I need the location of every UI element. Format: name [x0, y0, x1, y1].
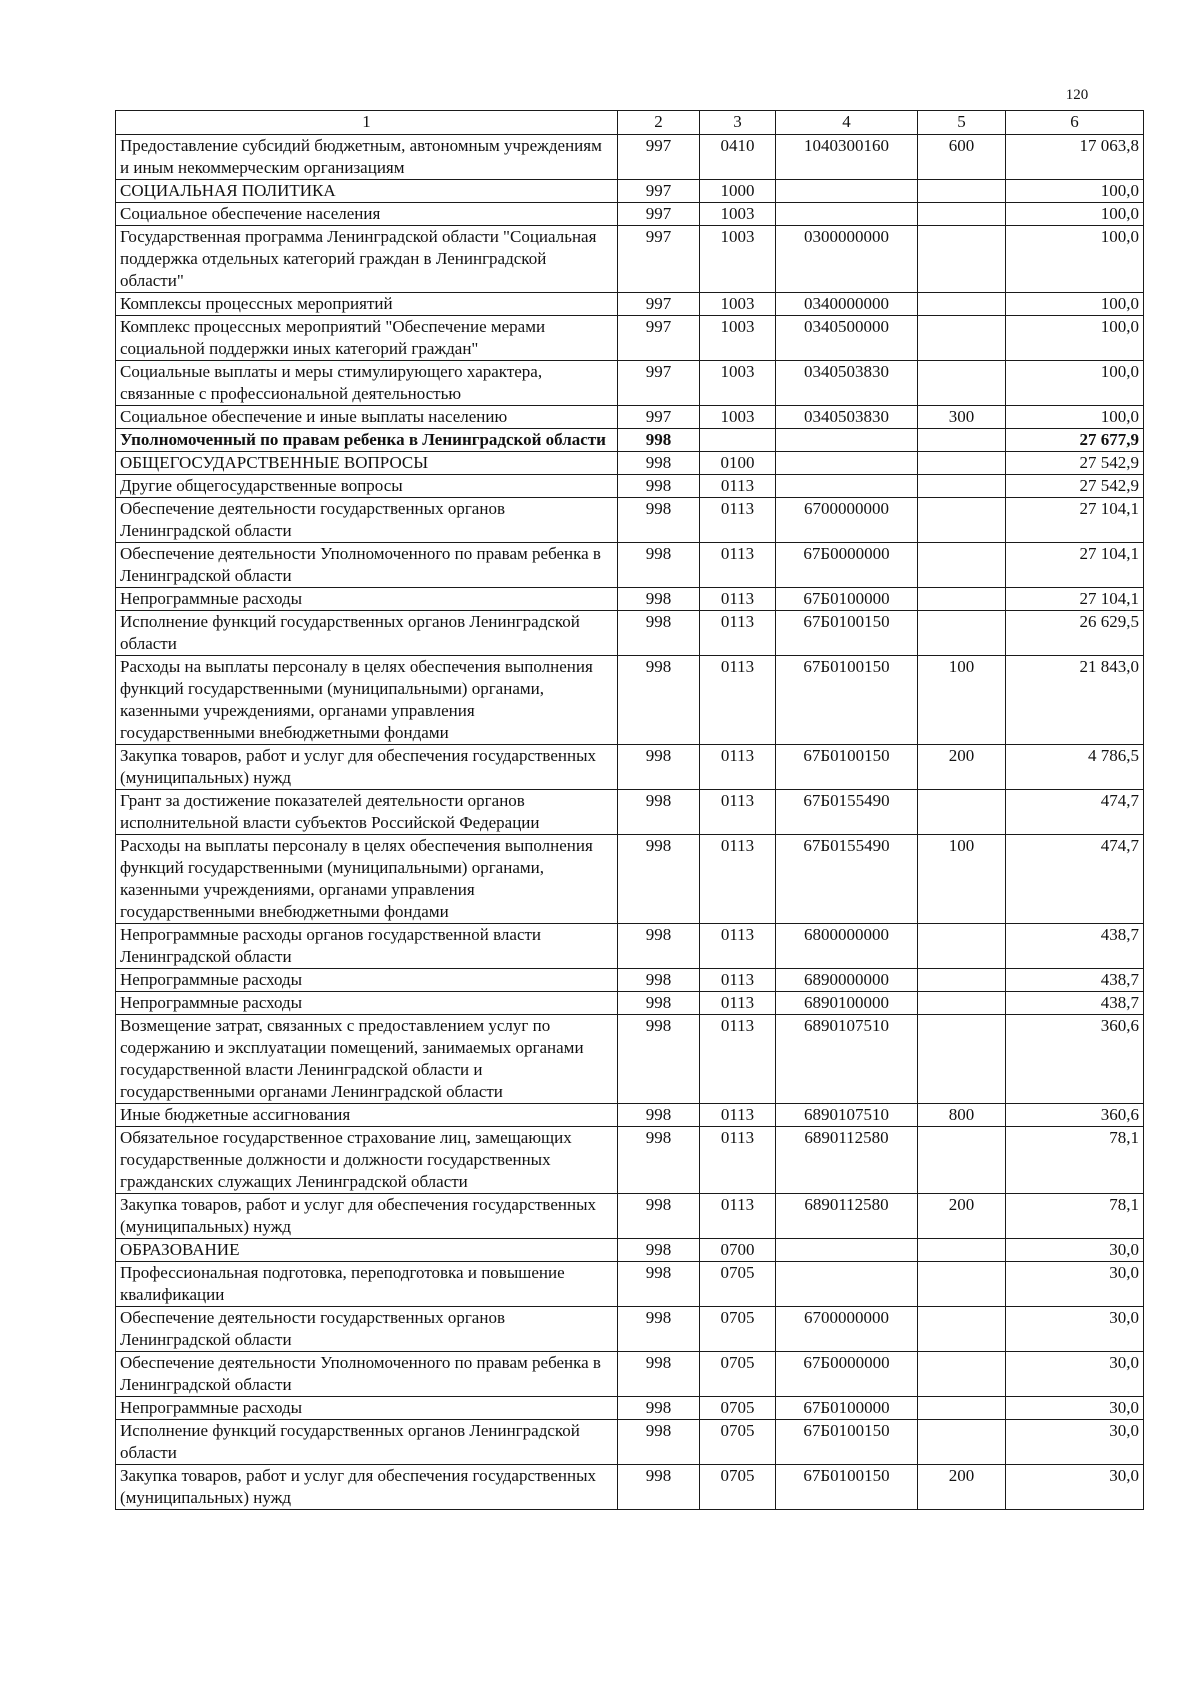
- table-row: [116, 1465, 1144, 1510]
- row-name-cell: Непрограммные расходы: [116, 1397, 618, 1420]
- row-name-cell: Обеспечение деятельности Уполномоченного по правам ребенка в Ленинградской области: [116, 543, 618, 588]
- row-section-cell: 0705: [700, 1262, 776, 1307]
- row-section-cell: 0705: [700, 1397, 776, 1420]
- row-name-cell: Закупка товаров, работ и услуг для обеспечения государственных (муниципальных) нужд: [116, 745, 618, 790]
- row-vr-cell: [918, 1307, 1006, 1352]
- row-gr-cell: 998: [618, 543, 700, 588]
- row-target-cell: 67Б0000000: [776, 543, 918, 588]
- row-name-cell: ОБРАЗОВАНИЕ: [116, 1239, 618, 1262]
- row-target-cell: 6890107510: [776, 1104, 918, 1127]
- row-name-cell: Другие общегосударственные вопросы: [116, 475, 618, 498]
- row-section-cell: 0113: [700, 992, 776, 1015]
- row-amount-cell: 100,0: [1006, 406, 1144, 429]
- row-name-cell: Закупка товаров, работ и услуг для обеспечения государственных (муниципальных) нужд: [116, 1194, 618, 1239]
- row-target-cell: [776, 180, 918, 203]
- row-section-cell: 0113: [700, 1194, 776, 1239]
- table-body: [116, 135, 1144, 1510]
- row-section-cell: 0113: [700, 969, 776, 992]
- row-vr-cell: [918, 1239, 1006, 1262]
- row-name-cell: Иные бюджетные ассигнования: [116, 1104, 618, 1127]
- row-target-cell: 67Б0000000: [776, 1352, 918, 1397]
- row-vr-cell: [918, 180, 1006, 203]
- row-vr-cell: 200: [918, 745, 1006, 790]
- row-amount-cell: 78,1: [1006, 1127, 1144, 1194]
- row-amount-cell: 474,7: [1006, 790, 1144, 835]
- row-gr-cell: 997: [618, 316, 700, 361]
- row-amount-cell: 30,0: [1006, 1465, 1144, 1510]
- row-target-cell: [776, 1239, 918, 1262]
- row-section-cell: 1003: [700, 203, 776, 226]
- table-row: [116, 835, 1144, 924]
- table-row: [116, 293, 1144, 316]
- row-vr-cell: 200: [918, 1194, 1006, 1239]
- row-vr-cell: [918, 1397, 1006, 1420]
- row-amount-cell: 100,0: [1006, 180, 1144, 203]
- row-vr-cell: [918, 1015, 1006, 1104]
- row-target-cell: 67Б0100150: [776, 1420, 918, 1465]
- column-header-1: 1: [116, 111, 618, 135]
- row-target-cell: 6890000000: [776, 969, 918, 992]
- table-row: [116, 1239, 1144, 1262]
- row-section-cell: 0100: [700, 452, 776, 475]
- row-gr-cell: 998: [618, 1307, 700, 1352]
- row-vr-cell: [918, 475, 1006, 498]
- row-section-cell: 0705: [700, 1307, 776, 1352]
- row-name-cell: Социальное обеспечение населения: [116, 203, 618, 226]
- table-row: [116, 1307, 1144, 1352]
- table-row: [116, 745, 1144, 790]
- table-header: [116, 111, 1144, 135]
- row-amount-cell: 100,0: [1006, 203, 1144, 226]
- row-vr-cell: [918, 429, 1006, 452]
- row-vr-cell: [918, 969, 1006, 992]
- row-target-cell: 0340500000: [776, 316, 918, 361]
- row-name-cell: Грант за достижение показателей деятельности органов исполнительной власти субъектов Российской Федерации: [116, 790, 618, 835]
- row-name-cell: Обеспечение деятельности Уполномоченного по правам ребенка в Ленинградской области: [116, 1352, 618, 1397]
- budget-table: [115, 110, 1144, 1510]
- row-amount-cell: 27 542,9: [1006, 475, 1144, 498]
- row-vr-cell: [918, 1262, 1006, 1307]
- row-amount-cell: 100,0: [1006, 293, 1144, 316]
- row-target-cell: 6890100000: [776, 992, 918, 1015]
- row-vr-cell: [918, 452, 1006, 475]
- row-target-cell: [776, 475, 918, 498]
- row-section-cell: 0113: [700, 611, 776, 656]
- row-section-cell: [700, 429, 776, 452]
- row-section-cell: 0113: [700, 790, 776, 835]
- row-gr-cell: 998: [618, 1397, 700, 1420]
- table-row: [116, 135, 1144, 180]
- row-amount-cell: 27 542,9: [1006, 452, 1144, 475]
- table-row: [116, 316, 1144, 361]
- table-row: [116, 475, 1144, 498]
- row-section-cell: 1000: [700, 180, 776, 203]
- row-gr-cell: 998: [618, 429, 700, 452]
- row-target-cell: 6700000000: [776, 1307, 918, 1352]
- row-gr-cell: 998: [618, 611, 700, 656]
- row-amount-cell: 30,0: [1006, 1420, 1144, 1465]
- row-gr-cell: 998: [618, 1262, 700, 1307]
- row-gr-cell: 998: [618, 656, 700, 745]
- row-section-cell: 1003: [700, 361, 776, 406]
- table-row: [116, 543, 1144, 588]
- row-vr-cell: [918, 1127, 1006, 1194]
- row-name-cell: Государственная программа Ленинградской области "Социальная поддержка отдельных категорий граждан в Ленинградской области": [116, 226, 618, 293]
- row-vr-cell: [918, 611, 1006, 656]
- row-amount-cell: 100,0: [1006, 226, 1144, 293]
- row-name-cell: Исполнение функций государственных органов Ленинградской области: [116, 611, 618, 656]
- row-amount-cell: 474,7: [1006, 835, 1144, 924]
- table-row: [116, 498, 1144, 543]
- row-section-cell: 0113: [700, 1015, 776, 1104]
- row-amount-cell: 21 843,0: [1006, 656, 1144, 745]
- row-section-cell: 0113: [700, 835, 776, 924]
- row-amount-cell: 30,0: [1006, 1262, 1144, 1307]
- row-target-cell: [776, 429, 918, 452]
- table-row: [116, 1015, 1144, 1104]
- row-name-cell: Непрограммные расходы: [116, 992, 618, 1015]
- row-gr-cell: 998: [618, 745, 700, 790]
- row-gr-cell: 998: [618, 1015, 700, 1104]
- row-section-cell: 0113: [700, 924, 776, 969]
- page-number: 120: [1065, 87, 1089, 103]
- row-gr-cell: 997: [618, 203, 700, 226]
- row-section-cell: 0705: [700, 1465, 776, 1510]
- row-amount-cell: 27 104,1: [1006, 588, 1144, 611]
- row-amount-cell: 26 629,5: [1006, 611, 1144, 656]
- row-name-cell: ОБЩЕГОСУДАРСТВЕННЫЕ ВОПРОСЫ: [116, 452, 618, 475]
- row-target-cell: 67Б0100000: [776, 588, 918, 611]
- table-row: [116, 1104, 1144, 1127]
- row-vr-cell: [918, 226, 1006, 293]
- row-amount-cell: 438,7: [1006, 992, 1144, 1015]
- table-row: [116, 1127, 1144, 1194]
- row-amount-cell: 438,7: [1006, 969, 1144, 992]
- table-row: [116, 1397, 1144, 1420]
- row-amount-cell: 17 063,8: [1006, 135, 1144, 180]
- row-amount-cell: 78,1: [1006, 1194, 1144, 1239]
- row-gr-cell: 998: [618, 835, 700, 924]
- table-row: [116, 992, 1144, 1015]
- row-vr-cell: [918, 790, 1006, 835]
- row-amount-cell: 27 104,1: [1006, 543, 1144, 588]
- row-name-cell: Комплекс процессных мероприятий "Обеспечение мерами социальной поддержки иных категорий граждан": [116, 316, 618, 361]
- row-name-cell: СОЦИАЛЬНАЯ ПОЛИТИКА: [116, 180, 618, 203]
- table-row: [116, 226, 1144, 293]
- row-gr-cell: 998: [618, 1239, 700, 1262]
- row-vr-cell: [918, 588, 1006, 611]
- table-row: [116, 1420, 1144, 1465]
- table-row: [116, 452, 1144, 475]
- row-target-cell: [776, 1262, 918, 1307]
- row-target-cell: 67Б0100150: [776, 656, 918, 745]
- row-name-cell: Непрограммные расходы органов государственной власти Ленинградской области: [116, 924, 618, 969]
- row-section-cell: 1003: [700, 406, 776, 429]
- row-amount-cell: 30,0: [1006, 1307, 1144, 1352]
- row-amount-cell: 4 786,5: [1006, 745, 1144, 790]
- table-row: [116, 429, 1144, 452]
- row-section-cell: 0113: [700, 475, 776, 498]
- row-section-cell: 0113: [700, 656, 776, 745]
- row-amount-cell: 360,6: [1006, 1015, 1144, 1104]
- row-amount-cell: 27 677,9: [1006, 429, 1144, 452]
- row-amount-cell: 30,0: [1006, 1239, 1144, 1262]
- row-vr-cell: 100: [918, 835, 1006, 924]
- table-row: [116, 361, 1144, 406]
- row-target-cell: 0340000000: [776, 293, 918, 316]
- row-gr-cell: 998: [618, 992, 700, 1015]
- row-amount-cell: 30,0: [1006, 1352, 1144, 1397]
- row-vr-cell: [918, 1352, 1006, 1397]
- row-target-cell: 6700000000: [776, 498, 918, 543]
- row-gr-cell: 997: [618, 361, 700, 406]
- row-amount-cell: 27 104,1: [1006, 498, 1144, 543]
- row-name-cell: Исполнение функций государственных органов Ленинградской области: [116, 1420, 618, 1465]
- table-row: [116, 1352, 1144, 1397]
- row-gr-cell: 998: [618, 969, 700, 992]
- column-header-6: 6: [1006, 111, 1144, 135]
- row-section-cell: 0113: [700, 588, 776, 611]
- row-name-cell: Непрограммные расходы: [116, 969, 618, 992]
- table-row: [116, 969, 1144, 992]
- row-section-cell: 0700: [700, 1239, 776, 1262]
- row-gr-cell: 998: [618, 1352, 700, 1397]
- row-target-cell: 6890112580: [776, 1127, 918, 1194]
- row-amount-cell: 438,7: [1006, 924, 1144, 969]
- row-vr-cell: 600: [918, 135, 1006, 180]
- row-target-cell: 67Б0100150: [776, 611, 918, 656]
- row-section-cell: 0410: [700, 135, 776, 180]
- row-gr-cell: 997: [618, 180, 700, 203]
- row-gr-cell: 997: [618, 135, 700, 180]
- row-name-cell: Социальное обеспечение и иные выплаты населению: [116, 406, 618, 429]
- header-row: [116, 111, 1144, 135]
- row-name-cell: Социальные выплаты и меры стимулирующего характера, связанные с профессиональной деятельностью: [116, 361, 618, 406]
- row-target-cell: 0300000000: [776, 226, 918, 293]
- row-target-cell: 67Б0100000: [776, 1397, 918, 1420]
- row-section-cell: 1003: [700, 226, 776, 293]
- row-target-cell: [776, 452, 918, 475]
- row-gr-cell: 997: [618, 226, 700, 293]
- column-header-2: 2: [618, 111, 700, 135]
- row-section-cell: 0705: [700, 1420, 776, 1465]
- row-name-cell: Возмещение затрат, связанных с предоставлением услуг по содержанию и эксплуатации помещений, занимаемых органами государственной власти Ленинградской области и государственными органами Ленинградской области: [116, 1015, 618, 1104]
- row-section-cell: 0113: [700, 1127, 776, 1194]
- row-section-cell: 0113: [700, 745, 776, 790]
- table-row: [116, 203, 1144, 226]
- row-gr-cell: 998: [618, 475, 700, 498]
- table-row: [116, 790, 1144, 835]
- table-row: [116, 406, 1144, 429]
- row-target-cell: 67Б0155490: [776, 835, 918, 924]
- row-vr-cell: [918, 293, 1006, 316]
- row-target-cell: 6890107510: [776, 1015, 918, 1104]
- row-vr-cell: 100: [918, 656, 1006, 745]
- row-amount-cell: 100,0: [1006, 316, 1144, 361]
- row-gr-cell: 998: [618, 588, 700, 611]
- row-vr-cell: 300: [918, 406, 1006, 429]
- row-vr-cell: [918, 924, 1006, 969]
- row-vr-cell: [918, 498, 1006, 543]
- row-target-cell: 6890112580: [776, 1194, 918, 1239]
- row-section-cell: 1003: [700, 293, 776, 316]
- row-target-cell: 67Б0155490: [776, 790, 918, 835]
- row-gr-cell: 998: [618, 790, 700, 835]
- row-name-cell: Обязательное государственное страхование лиц, замещающих государственные должности и должности государственных гражданских служащих Ленинградской области: [116, 1127, 618, 1194]
- table-row: [116, 656, 1144, 745]
- row-name-cell: Уполномоченный по правам ребенка в Ленинградской области: [116, 429, 618, 452]
- row-amount-cell: 30,0: [1006, 1397, 1144, 1420]
- row-section-cell: 0113: [700, 1104, 776, 1127]
- row-gr-cell: 998: [618, 1465, 700, 1510]
- row-target-cell: [776, 203, 918, 226]
- row-section-cell: 0113: [700, 498, 776, 543]
- row-section-cell: 1003: [700, 316, 776, 361]
- row-name-cell: Непрограммные расходы: [116, 588, 618, 611]
- row-gr-cell: 998: [618, 1194, 700, 1239]
- row-target-cell: 0340503830: [776, 406, 918, 429]
- row-name-cell: Комплексы процессных мероприятий: [116, 293, 618, 316]
- table-row: [116, 1262, 1144, 1307]
- row-amount-cell: 100,0: [1006, 361, 1144, 406]
- row-vr-cell: [918, 543, 1006, 588]
- row-section-cell: 0113: [700, 543, 776, 588]
- row-section-cell: 0705: [700, 1352, 776, 1397]
- row-name-cell: Обеспечение деятельности государственных органов Ленинградской области: [116, 498, 618, 543]
- column-header-5: 5: [918, 111, 1006, 135]
- row-amount-cell: 360,6: [1006, 1104, 1144, 1127]
- row-vr-cell: [918, 316, 1006, 361]
- row-name-cell: Предоставление субсидий бюджетным, автономным учреждениям и иным некоммерческим организациям: [116, 135, 618, 180]
- row-gr-cell: 997: [618, 406, 700, 429]
- row-vr-cell: [918, 992, 1006, 1015]
- row-gr-cell: 998: [618, 924, 700, 969]
- row-vr-cell: 200: [918, 1465, 1006, 1510]
- row-gr-cell: 998: [618, 498, 700, 543]
- row-vr-cell: 800: [918, 1104, 1006, 1127]
- row-vr-cell: [918, 203, 1006, 226]
- column-header-3: 3: [700, 111, 776, 135]
- table-row: [116, 611, 1144, 656]
- row-gr-cell: 998: [618, 1104, 700, 1127]
- table-row: [116, 180, 1144, 203]
- table-row: [116, 1194, 1144, 1239]
- row-name-cell: Расходы на выплаты персоналу в целях обеспечения выполнения функций государственными (муниципальными) органами, казенными учреждениями, органами управления государственными внебюджетными фондами: [116, 656, 618, 745]
- row-target-cell: 1040300160: [776, 135, 918, 180]
- row-name-cell: Профессиональная подготовка, переподготовка и повышение квалификации: [116, 1262, 618, 1307]
- column-header-4: 4: [776, 111, 918, 135]
- row-gr-cell: 998: [618, 1420, 700, 1465]
- table-row: [116, 924, 1144, 969]
- table-row: [116, 588, 1144, 611]
- row-name-cell: Расходы на выплаты персоналу в целях обеспечения выполнения функций государственными (муниципальными) органами, казенными учреждениями, органами управления государственными внебюджетными фондами: [116, 835, 618, 924]
- row-target-cell: 0340503830: [776, 361, 918, 406]
- row-name-cell: Обеспечение деятельности государственных органов Ленинградской области: [116, 1307, 618, 1352]
- row-gr-cell: 997: [618, 293, 700, 316]
- row-gr-cell: 998: [618, 1127, 700, 1194]
- row-target-cell: 6800000000: [776, 924, 918, 969]
- row-target-cell: 67Б0100150: [776, 1465, 918, 1510]
- row-target-cell: 67Б0100150: [776, 745, 918, 790]
- row-vr-cell: [918, 1420, 1006, 1465]
- row-gr-cell: 998: [618, 452, 700, 475]
- row-name-cell: Закупка товаров, работ и услуг для обеспечения государственных (муниципальных) нужд: [116, 1465, 618, 1510]
- row-vr-cell: [918, 361, 1006, 406]
